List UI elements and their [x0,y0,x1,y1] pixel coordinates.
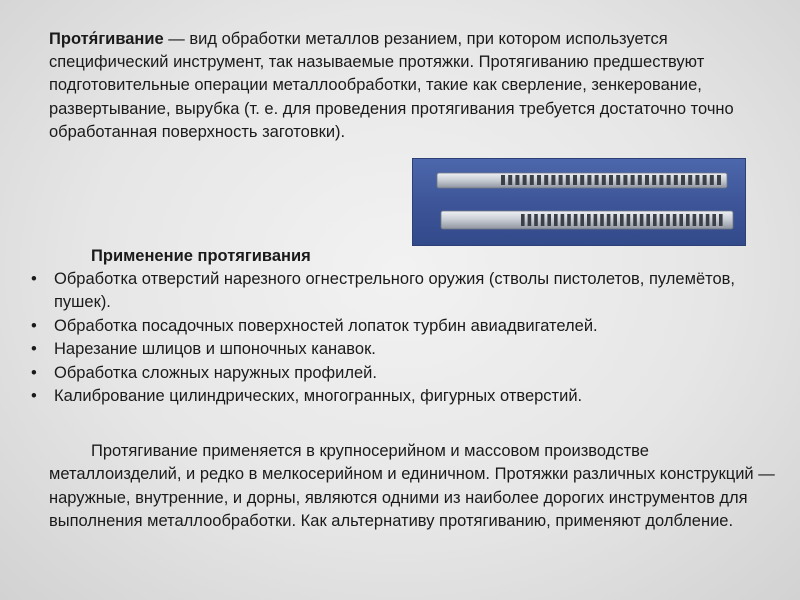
broach-tooth [667,175,671,185]
broach-tooth [693,214,697,226]
broach-tooth [602,175,606,185]
broach-tooth [674,175,678,185]
broach-tooth [534,214,538,226]
broach-tooth [521,214,525,226]
broach-tooth [633,214,637,226]
broach-tooth [573,175,577,185]
broach-tools-photo [412,158,746,246]
broach-tooth [717,175,721,185]
broach-tooth [561,214,565,226]
broach-tooth [580,214,584,226]
broach-tooth [652,175,656,185]
application-list [28,268,788,408]
broach-tooth [554,214,558,226]
broach-tooth [567,214,571,226]
broach-tooth [673,214,677,226]
broach-tooth [653,214,657,226]
broach-tooth [515,175,519,185]
broach-tooth [686,214,690,226]
broach-tooth [501,175,505,185]
outro-paragraph: Протягивание применяется в крупносерийном и массовом производстве металлоизделий, и редко в мелкосерийном и единичном. Протяжки различных конструкций — наружные, внутренние, и дорны, являются одними из наиболее дорогих инструментов для выполнения металлообработки. Как альтернативу протягиванию, применяют долбление. [49,442,775,531]
broach-tooth [541,214,545,226]
broach-tooth [607,214,611,226]
broach-tooth [719,214,723,226]
broach-tooth [508,175,512,185]
broach-tooth [681,175,685,185]
broach-tooth [712,214,716,226]
broach-tooth [613,214,617,226]
list-item: • Обработка посадочных поверхностей лопаток турбин авиадвигателей. [28,315,788,338]
broach-tooth [537,175,541,185]
broach-tooth [587,214,591,226]
broach-tooth [623,175,627,185]
broach-tools-illustration [413,159,745,245]
broach-tooth [580,175,584,185]
broach-tooth [659,175,663,185]
broach-tooth [645,175,649,185]
broach-tooth [703,175,707,185]
intro-text: — вид обработки металлов резанием, при котором используется специфический инструмент, так называемые протяжки. Протягиванию предшествуют подготовительные операции металлообработки, такие как сверление, зенкерование, развертывание, вырубка (т. е. для проведения протягивания требуется достаточно точно обработанная поверхность заготовки). [49,30,734,141]
broach-tooth [609,175,613,185]
broach-tooth [530,175,534,185]
broach-tooth [627,214,631,226]
broach-tooth [587,175,591,185]
list-item: • Калибрование цилиндрических, многогранных, фигурных отверстий. [28,385,788,408]
list-item: • Обработка сложных наружных профилей. [28,362,788,385]
broach-tooth [695,175,699,185]
broach-tooth [594,214,598,226]
broach-tooth [523,175,527,185]
broach-tooth [638,175,642,185]
broach-tooth [660,214,664,226]
broach-tooth [551,175,555,185]
broach-tooth [640,214,644,226]
list-item: • Нарезание шлицов и шпоночных канавок. [28,338,788,361]
broach-tooth [600,214,604,226]
list-item: • Обработка отверстий нарезного огнестрельного оружия (стволы пистолетов, пулемётов, пушек). [28,268,788,315]
broach-tooth [528,214,532,226]
broach-tooth [699,214,703,226]
broach-tooth [616,175,620,185]
broach-tooth [620,214,624,226]
broach-tooth [706,214,710,226]
broach-tooth [547,214,551,226]
broach-tooth [595,175,599,185]
application-heading: Применение протягивания [91,247,311,265]
broach-tooth [710,175,714,185]
broach-tooth [544,175,548,185]
broach-tooth [631,175,635,185]
broach-tooth [559,175,563,185]
term-title: Протя́гивание [49,30,164,48]
broach-tooth [666,214,670,226]
broach-tooth [574,214,578,226]
broach-tooth [679,214,683,226]
broach-tooth [688,175,692,185]
broach-tooth [646,214,650,226]
intro-paragraph [49,28,769,144]
broach-tooth [566,175,570,185]
